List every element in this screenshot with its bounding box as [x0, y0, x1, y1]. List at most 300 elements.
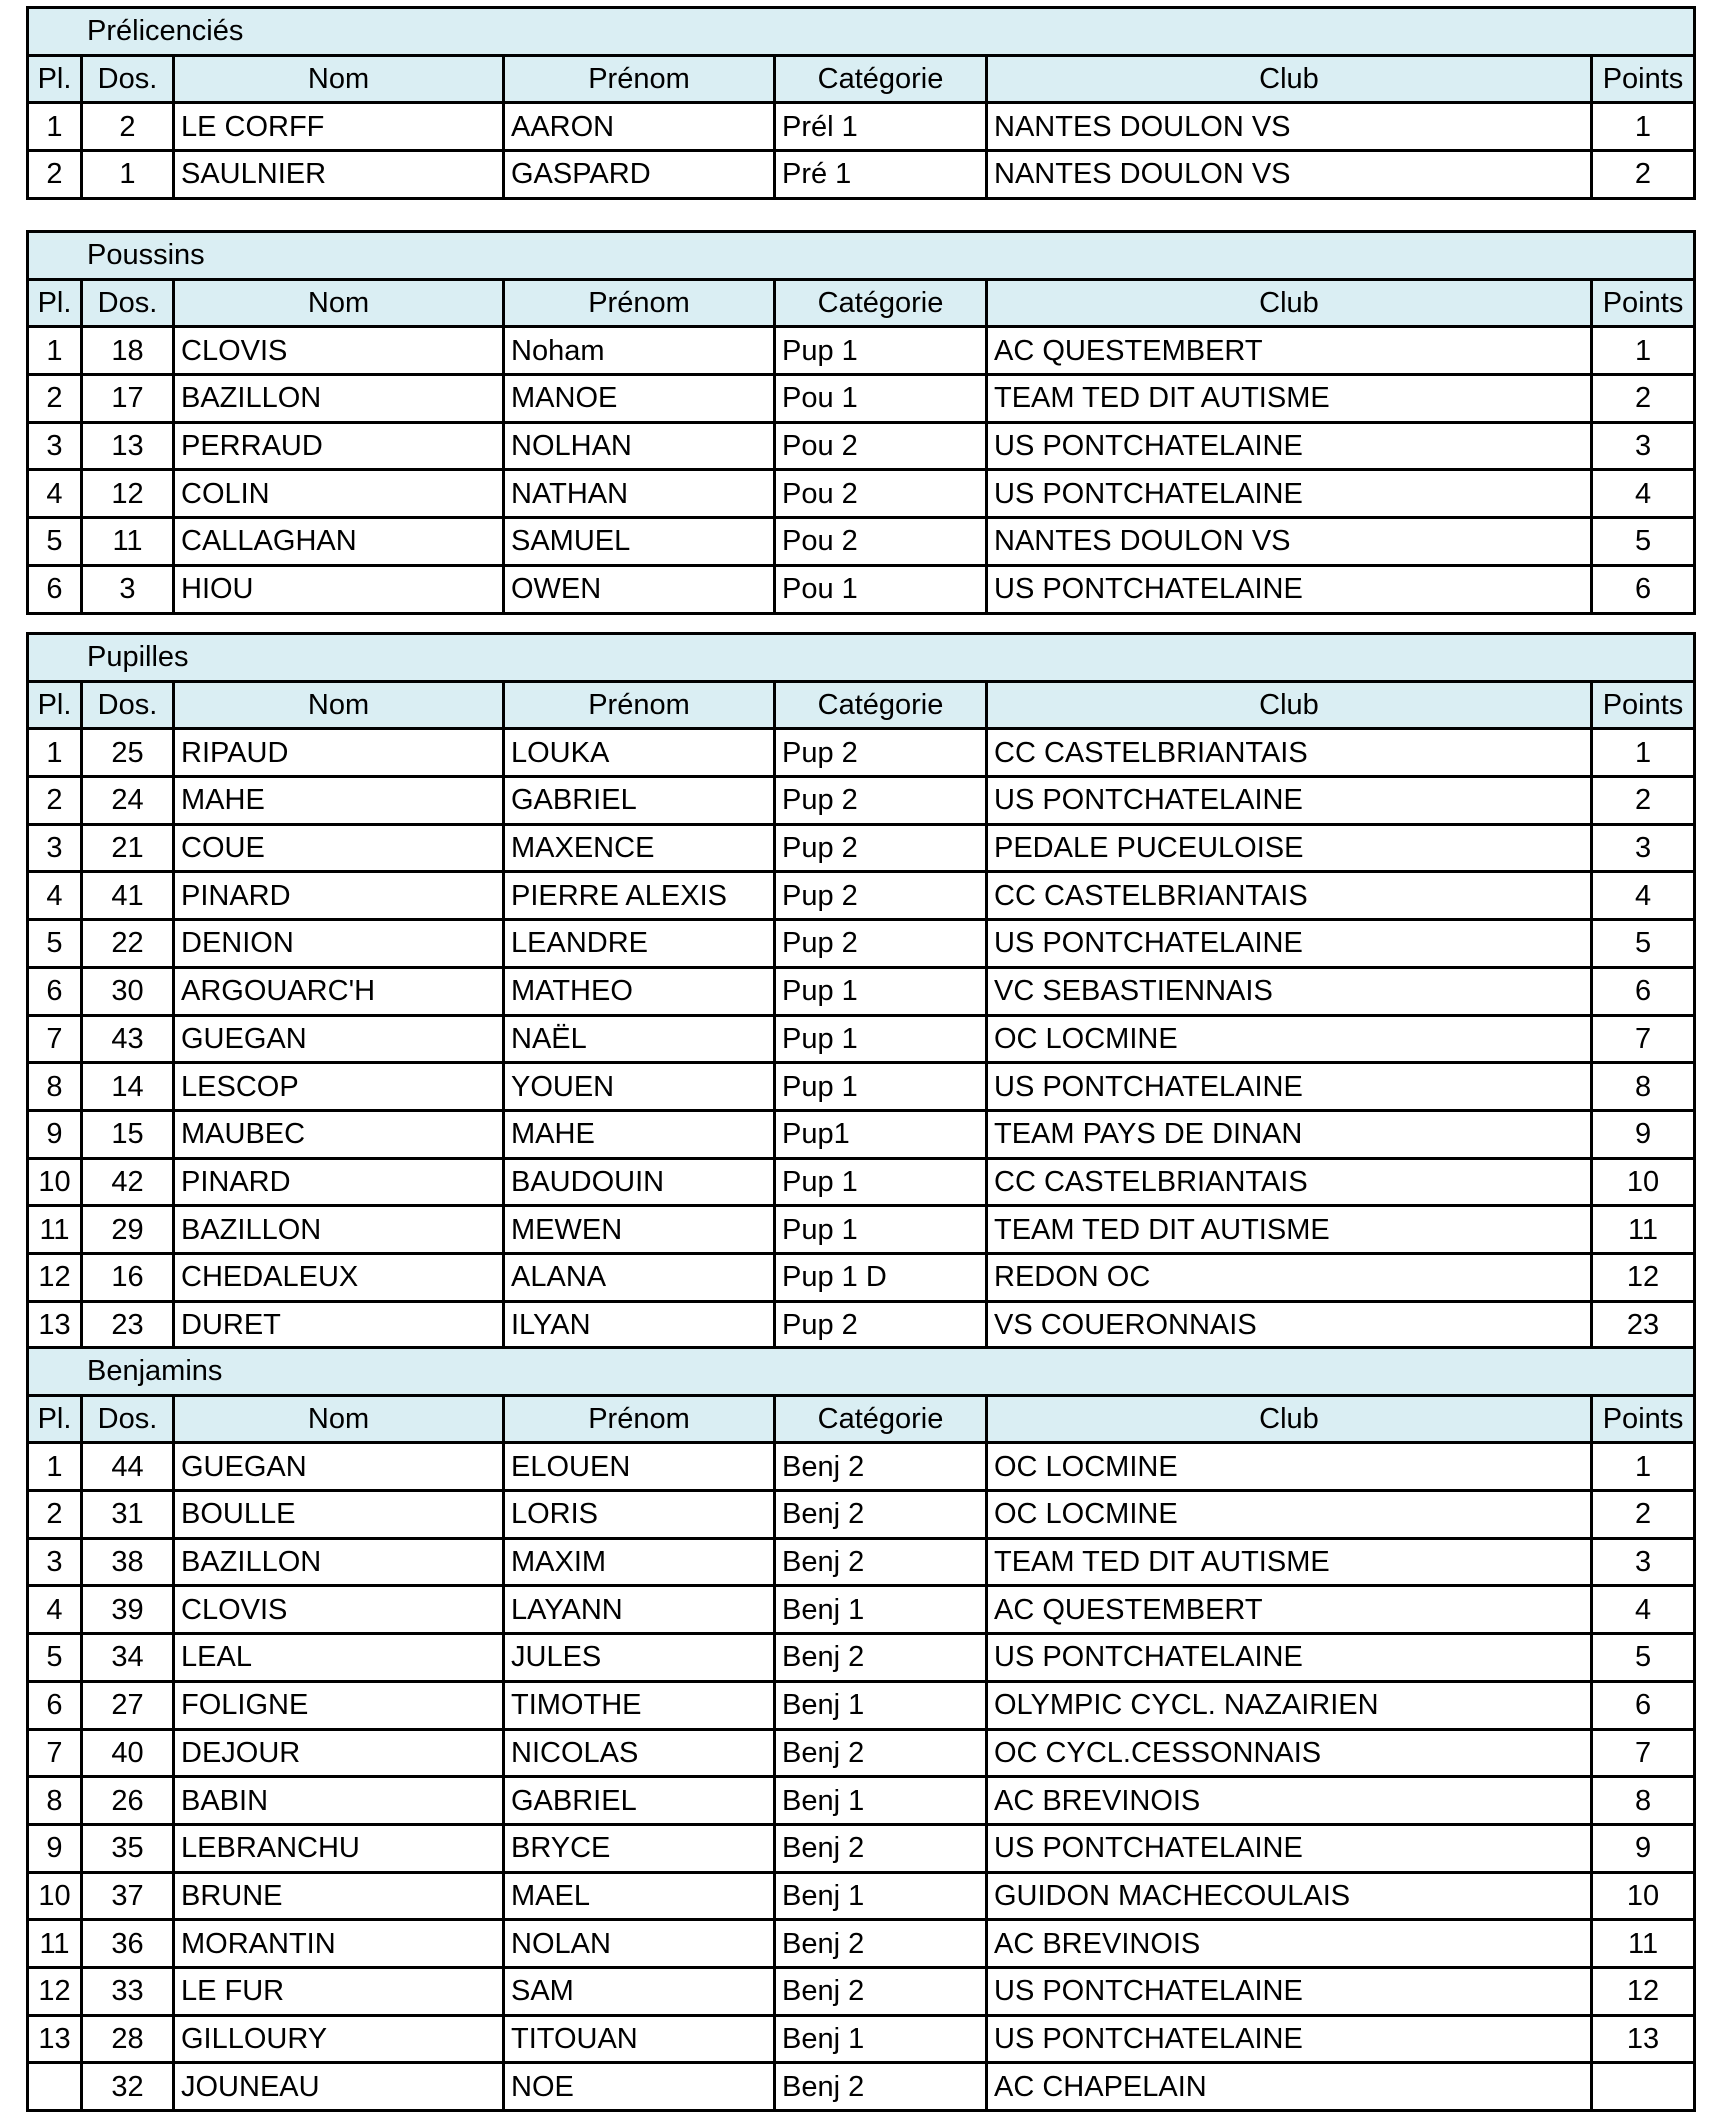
cell-bib: 39: [82, 1586, 174, 1634]
table-row: [28, 565, 1695, 613]
cell-last-name: FOLIGNE: [174, 1681, 504, 1729]
table-row: [28, 1777, 1695, 1825]
cell-points: 11: [1592, 1920, 1695, 1968]
cell-points: 13: [1592, 2015, 1695, 2063]
cell-points: 2: [1592, 777, 1695, 825]
cell-first-name: NOE: [504, 2063, 775, 2111]
table-row: [28, 1301, 1695, 1349]
column-header-last-name: Nom: [174, 681, 504, 729]
cell-category: Benj 1: [775, 1777, 987, 1825]
table-row: [28, 824, 1695, 872]
cell-points: 7: [1592, 1015, 1695, 1063]
cell-club: NANTES DOULON VS: [987, 103, 1592, 151]
cell-last-name: PINARD: [174, 1158, 504, 1206]
cell-club: US PONTCHATELAINE: [987, 1824, 1592, 1872]
cell-place: 8: [28, 1063, 82, 1111]
column-header-first-name: Prénom: [504, 55, 775, 103]
cell-last-name: COLIN: [174, 470, 504, 518]
cell-category: Benj 1: [775, 1681, 987, 1729]
column-header-points: Points: [1592, 55, 1695, 103]
cell-category: Benj 2: [775, 1729, 987, 1777]
table-row: [28, 1729, 1695, 1777]
cell-category: Pup 2: [775, 729, 987, 777]
cell-last-name: CLOVIS: [174, 1586, 504, 1634]
column-header-place: Pl.: [28, 1395, 82, 1443]
cell-club: OC LOCMINE: [987, 1491, 1592, 1539]
cell-first-name: JULES: [504, 1634, 775, 1682]
cell-bib: 32: [82, 2063, 174, 2111]
table-row: [28, 1443, 1695, 1491]
cell-place: 11: [28, 1920, 82, 1968]
cell-first-name: NATHAN: [504, 470, 775, 518]
cell-club: AC CHAPELAIN: [987, 2063, 1592, 2111]
cell-first-name: YOUEN: [504, 1063, 775, 1111]
cell-place: 12: [28, 1967, 82, 2015]
cell-place: 2: [28, 151, 82, 199]
cell-category: Pup 2: [775, 920, 987, 968]
cell-place: 4: [28, 470, 82, 518]
cell-points: 5: [1592, 1634, 1695, 1682]
cell-category: Benj 1: [775, 1872, 987, 1920]
cell-club: OC CYCL.CESSONNAIS: [987, 1729, 1592, 1777]
cell-bib: 40: [82, 1729, 174, 1777]
column-header-row: [28, 279, 1695, 327]
cell-points: [1592, 2063, 1695, 2111]
cell-category: Pup1: [775, 1110, 987, 1158]
cell-place: 1: [28, 327, 82, 375]
cell-category: Pou 1: [775, 375, 987, 423]
table-row: [28, 151, 1695, 199]
cell-points: 4: [1592, 872, 1695, 920]
cell-category: Benj 2: [775, 1491, 987, 1539]
section-title: Benjamins: [28, 1348, 1695, 1396]
cell-place: 10: [28, 1872, 82, 1920]
cell-last-name: DURET: [174, 1301, 504, 1349]
cell-points: 6: [1592, 967, 1695, 1015]
cell-first-name: LORIS: [504, 1491, 775, 1539]
column-header-bib: Dos.: [82, 681, 174, 729]
table-row: [28, 422, 1695, 470]
cell-club: TEAM TED DIT AUTISME: [987, 1538, 1592, 1586]
cell-first-name: SAMUEL: [504, 518, 775, 566]
results-section-1: [26, 6, 1693, 200]
cell-bib: 15: [82, 1110, 174, 1158]
section-title-row: [28, 8, 1695, 56]
cell-place: 5: [28, 920, 82, 968]
column-header-club: Club: [987, 681, 1592, 729]
table-row: [28, 103, 1695, 151]
cell-first-name: LAYANN: [504, 1586, 775, 1634]
cell-place: 4: [28, 872, 82, 920]
cell-bib: 28: [82, 2015, 174, 2063]
cell-first-name: Noham: [504, 327, 775, 375]
cell-bib: 36: [82, 1920, 174, 1968]
cell-last-name: CALLAGHAN: [174, 518, 504, 566]
cell-points: 7: [1592, 1729, 1695, 1777]
cell-category: Pou 2: [775, 422, 987, 470]
table-row: [28, 1967, 1695, 2015]
column-header-last-name: Nom: [174, 55, 504, 103]
results-section-3: [26, 632, 1693, 1350]
section-title: Pupilles: [28, 634, 1695, 682]
cell-bib: 14: [82, 1063, 174, 1111]
cell-place: 7: [28, 1729, 82, 1777]
cell-points: 3: [1592, 1538, 1695, 1586]
cell-club: AC BREVINOIS: [987, 1920, 1592, 1968]
cell-points: 1: [1592, 103, 1695, 151]
cell-first-name: ILYAN: [504, 1301, 775, 1349]
cell-category: Pup 2: [775, 777, 987, 825]
table-row: [28, 777, 1695, 825]
cell-bib: 37: [82, 1872, 174, 1920]
column-header-row: [28, 55, 1695, 103]
cell-last-name: BABIN: [174, 1777, 504, 1825]
cell-category: Pup 1 D: [775, 1253, 987, 1301]
cell-bib: 2: [82, 103, 174, 151]
cell-first-name: TITOUAN: [504, 2015, 775, 2063]
cell-last-name: RIPAUD: [174, 729, 504, 777]
cell-last-name: DEJOUR: [174, 1729, 504, 1777]
column-header-place: Pl.: [28, 55, 82, 103]
cell-first-name: MATHEO: [504, 967, 775, 1015]
cell-points: 1: [1592, 327, 1695, 375]
cell-last-name: BOULLE: [174, 1491, 504, 1539]
cell-points: 2: [1592, 151, 1695, 199]
column-header-first-name: Prénom: [504, 1395, 775, 1443]
cell-club: OC LOCMINE: [987, 1443, 1592, 1491]
cell-last-name: DENION: [174, 920, 504, 968]
cell-first-name: MANOE: [504, 375, 775, 423]
cell-points: 12: [1592, 1967, 1695, 2015]
cell-category: Prél 1: [775, 103, 987, 151]
cell-club: GUIDON MACHECOULAIS: [987, 1872, 1592, 1920]
results-table: [26, 6, 1696, 200]
cell-place: 9: [28, 1110, 82, 1158]
cell-last-name: LE CORFF: [174, 103, 504, 151]
cell-place: 9: [28, 1824, 82, 1872]
cell-first-name: MAEL: [504, 1872, 775, 1920]
cell-bib: 33: [82, 1967, 174, 2015]
cell-first-name: PIERRE ALEXIS: [504, 872, 775, 920]
cell-place: 10: [28, 1158, 82, 1206]
cell-place: 5: [28, 1634, 82, 1682]
table-row: [28, 920, 1695, 968]
cell-category: Pré 1: [775, 151, 987, 199]
cell-bib: 3: [82, 565, 174, 613]
table-row: [28, 1586, 1695, 1634]
cell-points: 9: [1592, 1824, 1695, 1872]
cell-category: Benj 2: [775, 1824, 987, 1872]
table-row: [28, 1824, 1695, 1872]
section-title-row: [28, 232, 1695, 280]
cell-points: 9: [1592, 1110, 1695, 1158]
cell-category: Pup 2: [775, 824, 987, 872]
column-header-place: Pl.: [28, 681, 82, 729]
column-header-points: Points: [1592, 1395, 1695, 1443]
column-header-last-name: Nom: [174, 279, 504, 327]
column-header-bib: Dos.: [82, 55, 174, 103]
table-row: [28, 1538, 1695, 1586]
cell-last-name: GILLOURY: [174, 2015, 504, 2063]
cell-category: Pup 2: [775, 872, 987, 920]
cell-club: OLYMPIC CYCL. NAZAIRIEN: [987, 1681, 1592, 1729]
cell-club: US PONTCHATELAINE: [987, 470, 1592, 518]
cell-last-name: GUEGAN: [174, 1443, 504, 1491]
cell-points: 10: [1592, 1872, 1695, 1920]
cell-place: 2: [28, 777, 82, 825]
cell-bib: 30: [82, 967, 174, 1015]
cell-last-name: SAULNIER: [174, 151, 504, 199]
table-row: [28, 1491, 1695, 1539]
cell-place: 13: [28, 1301, 82, 1349]
cell-club: CC CASTELBRIANTAIS: [987, 872, 1592, 920]
cell-bib: 16: [82, 1253, 174, 1301]
cell-club: US PONTCHATELAINE: [987, 565, 1592, 613]
table-row: [28, 872, 1695, 920]
cell-bib: 22: [82, 920, 174, 968]
results-section-2: [26, 230, 1693, 615]
column-header-club: Club: [987, 1395, 1592, 1443]
cell-points: 11: [1592, 1206, 1695, 1254]
cell-first-name: NOLHAN: [504, 422, 775, 470]
results-table: [26, 632, 1696, 1350]
cell-bib: 29: [82, 1206, 174, 1254]
cell-club: AC QUESTEMBERT: [987, 1586, 1592, 1634]
column-header-first-name: Prénom: [504, 681, 775, 729]
cell-bib: 43: [82, 1015, 174, 1063]
cell-club: VS COUERONNAIS: [987, 1301, 1592, 1349]
cell-place: 3: [28, 422, 82, 470]
table-row: [28, 375, 1695, 423]
cell-club: CC CASTELBRIANTAIS: [987, 729, 1592, 777]
cell-bib: 23: [82, 1301, 174, 1349]
cell-place: [28, 2063, 82, 2111]
column-header-points: Points: [1592, 681, 1695, 729]
column-header-place: Pl.: [28, 279, 82, 327]
cell-last-name: COUE: [174, 824, 504, 872]
cell-bib: 1: [82, 151, 174, 199]
cell-first-name: LEANDRE: [504, 920, 775, 968]
cell-category: Benj 2: [775, 1920, 987, 1968]
column-header-bib: Dos.: [82, 1395, 174, 1443]
cell-first-name: GABRIEL: [504, 1777, 775, 1825]
cell-points: 4: [1592, 1586, 1695, 1634]
cell-bib: 26: [82, 1777, 174, 1825]
cell-last-name: MORANTIN: [174, 1920, 504, 1968]
column-header-category: Catégorie: [775, 1395, 987, 1443]
cell-first-name: MEWEN: [504, 1206, 775, 1254]
cell-place: 6: [28, 967, 82, 1015]
cell-first-name: GASPARD: [504, 151, 775, 199]
cell-last-name: LE FUR: [174, 1967, 504, 2015]
cell-first-name: ELOUEN: [504, 1443, 775, 1491]
cell-category: Benj 2: [775, 1538, 987, 1586]
cell-club: TEAM PAYS DE DINAN: [987, 1110, 1592, 1158]
cell-points: 12: [1592, 1253, 1695, 1301]
cell-points: 5: [1592, 518, 1695, 566]
table-row: [28, 518, 1695, 566]
cell-last-name: BRUNE: [174, 1872, 504, 1920]
table-row: [28, 470, 1695, 518]
cell-bib: 12: [82, 470, 174, 518]
column-header-row: [28, 681, 1695, 729]
cell-category: Pou 2: [775, 518, 987, 566]
cell-category: Benj 2: [775, 1443, 987, 1491]
cell-club: AC BREVINOIS: [987, 1777, 1592, 1825]
cell-first-name: MAXIM: [504, 1538, 775, 1586]
cell-points: 6: [1592, 1681, 1695, 1729]
cell-club: TEAM TED DIT AUTISME: [987, 1206, 1592, 1254]
cell-first-name: BRYCE: [504, 1824, 775, 1872]
cell-bib: 42: [82, 1158, 174, 1206]
cell-points: 1: [1592, 729, 1695, 777]
column-header-category: Catégorie: [775, 55, 987, 103]
cell-points: 8: [1592, 1777, 1695, 1825]
results-table: [26, 230, 1696, 615]
table-row: [28, 1015, 1695, 1063]
cell-bib: 24: [82, 777, 174, 825]
cell-last-name: BAZILLON: [174, 375, 504, 423]
results-table: [26, 1346, 1696, 2112]
column-header-club: Club: [987, 279, 1592, 327]
cell-first-name: AARON: [504, 103, 775, 151]
cell-first-name: BAUDOUIN: [504, 1158, 775, 1206]
cell-category: Benj 1: [775, 2015, 987, 2063]
cell-place: 1: [28, 103, 82, 151]
cell-last-name: LEBRANCHU: [174, 1824, 504, 1872]
cell-bib: 25: [82, 729, 174, 777]
column-header-bib: Dos.: [82, 279, 174, 327]
cell-club: US PONTCHATELAINE: [987, 2015, 1592, 2063]
column-header-category: Catégorie: [775, 681, 987, 729]
cell-points: 23: [1592, 1301, 1695, 1349]
section-title: Poussins: [28, 232, 1695, 280]
table-row: [28, 1872, 1695, 1920]
cell-category: Pou 1: [775, 565, 987, 613]
table-row: [28, 2015, 1695, 2063]
table-row: [28, 1681, 1695, 1729]
table-row: [28, 1206, 1695, 1254]
cell-points: 4: [1592, 470, 1695, 518]
column-header-first-name: Prénom: [504, 279, 775, 327]
table-row: [28, 1110, 1695, 1158]
cell-last-name: CHEDALEUX: [174, 1253, 504, 1301]
cell-bib: 44: [82, 1443, 174, 1491]
cell-first-name: OWEN: [504, 565, 775, 613]
cell-first-name: SAM: [504, 1967, 775, 2015]
cell-club: TEAM TED DIT AUTISME: [987, 375, 1592, 423]
table-row: [28, 2063, 1695, 2111]
cell-points: 10: [1592, 1158, 1695, 1206]
cell-place: 12: [28, 1253, 82, 1301]
cell-bib: 18: [82, 327, 174, 375]
cell-place: 3: [28, 1538, 82, 1586]
cell-last-name: JOUNEAU: [174, 2063, 504, 2111]
cell-last-name: BAZILLON: [174, 1206, 504, 1254]
cell-last-name: PINARD: [174, 872, 504, 920]
section-title: Prélicenciés: [28, 8, 1695, 56]
cell-last-name: GUEGAN: [174, 1015, 504, 1063]
cell-place: 11: [28, 1206, 82, 1254]
cell-place: 8: [28, 1777, 82, 1825]
cell-place: 2: [28, 1491, 82, 1539]
cell-bib: 41: [82, 872, 174, 920]
table-row: [28, 1920, 1695, 1968]
cell-club: NANTES DOULON VS: [987, 151, 1592, 199]
cell-club: OC LOCMINE: [987, 1015, 1592, 1063]
table-row: [28, 1253, 1695, 1301]
cell-last-name: BAZILLON: [174, 1538, 504, 1586]
cell-first-name: MAHE: [504, 1110, 775, 1158]
cell-last-name: ARGOUARC'H: [174, 967, 504, 1015]
cell-first-name: NOLAN: [504, 1920, 775, 1968]
cell-place: 6: [28, 1681, 82, 1729]
cell-points: 8: [1592, 1063, 1695, 1111]
cell-club: US PONTCHATELAINE: [987, 1063, 1592, 1111]
cell-club: US PONTCHATELAINE: [987, 1967, 1592, 2015]
cell-bib: 13: [82, 422, 174, 470]
column-header-row: [28, 1395, 1695, 1443]
table-row: [28, 967, 1695, 1015]
section-title-row: [28, 1348, 1695, 1396]
table-row: [28, 327, 1695, 375]
cell-points: 2: [1592, 375, 1695, 423]
cell-club: VC SEBASTIENNAIS: [987, 967, 1592, 1015]
cell-last-name: LESCOP: [174, 1063, 504, 1111]
cell-club: US PONTCHATELAINE: [987, 1634, 1592, 1682]
cell-category: Benj 2: [775, 1634, 987, 1682]
cell-place: 3: [28, 824, 82, 872]
cell-points: 3: [1592, 422, 1695, 470]
cell-points: 2: [1592, 1491, 1695, 1539]
cell-first-name: NICOLAS: [504, 1729, 775, 1777]
column-header-last-name: Nom: [174, 1395, 504, 1443]
cell-category: Pup 1: [775, 967, 987, 1015]
cell-last-name: MAHE: [174, 777, 504, 825]
cell-last-name: MAUBEC: [174, 1110, 504, 1158]
cell-category: Benj 2: [775, 2063, 987, 2111]
section-title-row: [28, 634, 1695, 682]
cell-points: 6: [1592, 565, 1695, 613]
cell-points: 1: [1592, 1443, 1695, 1491]
cell-category: Pup 1: [775, 327, 987, 375]
cell-category: Pup 1: [775, 1158, 987, 1206]
cell-points: 5: [1592, 920, 1695, 968]
cell-last-name: LEAL: [174, 1634, 504, 1682]
cell-bib: 27: [82, 1681, 174, 1729]
column-header-club: Club: [987, 55, 1592, 103]
table-row: [28, 1634, 1695, 1682]
column-header-category: Catégorie: [775, 279, 987, 327]
cell-bib: 21: [82, 824, 174, 872]
cell-club: US PONTCHATELAINE: [987, 920, 1592, 968]
cell-bib: 38: [82, 1538, 174, 1586]
cell-first-name: GABRIEL: [504, 777, 775, 825]
cell-place: 2: [28, 375, 82, 423]
cell-category: Pup 2: [775, 1301, 987, 1349]
cell-club: AC QUESTEMBERT: [987, 327, 1592, 375]
cell-category: Pup 1: [775, 1063, 987, 1111]
results-section-4: [26, 1346, 1693, 2112]
cell-last-name: CLOVIS: [174, 327, 504, 375]
cell-place: 5: [28, 518, 82, 566]
cell-club: US PONTCHATELAINE: [987, 777, 1592, 825]
cell-points: 3: [1592, 824, 1695, 872]
table-row: [28, 729, 1695, 777]
cell-first-name: NAËL: [504, 1015, 775, 1063]
cell-last-name: HIOU: [174, 565, 504, 613]
cell-club: NANTES DOULON VS: [987, 518, 1592, 566]
